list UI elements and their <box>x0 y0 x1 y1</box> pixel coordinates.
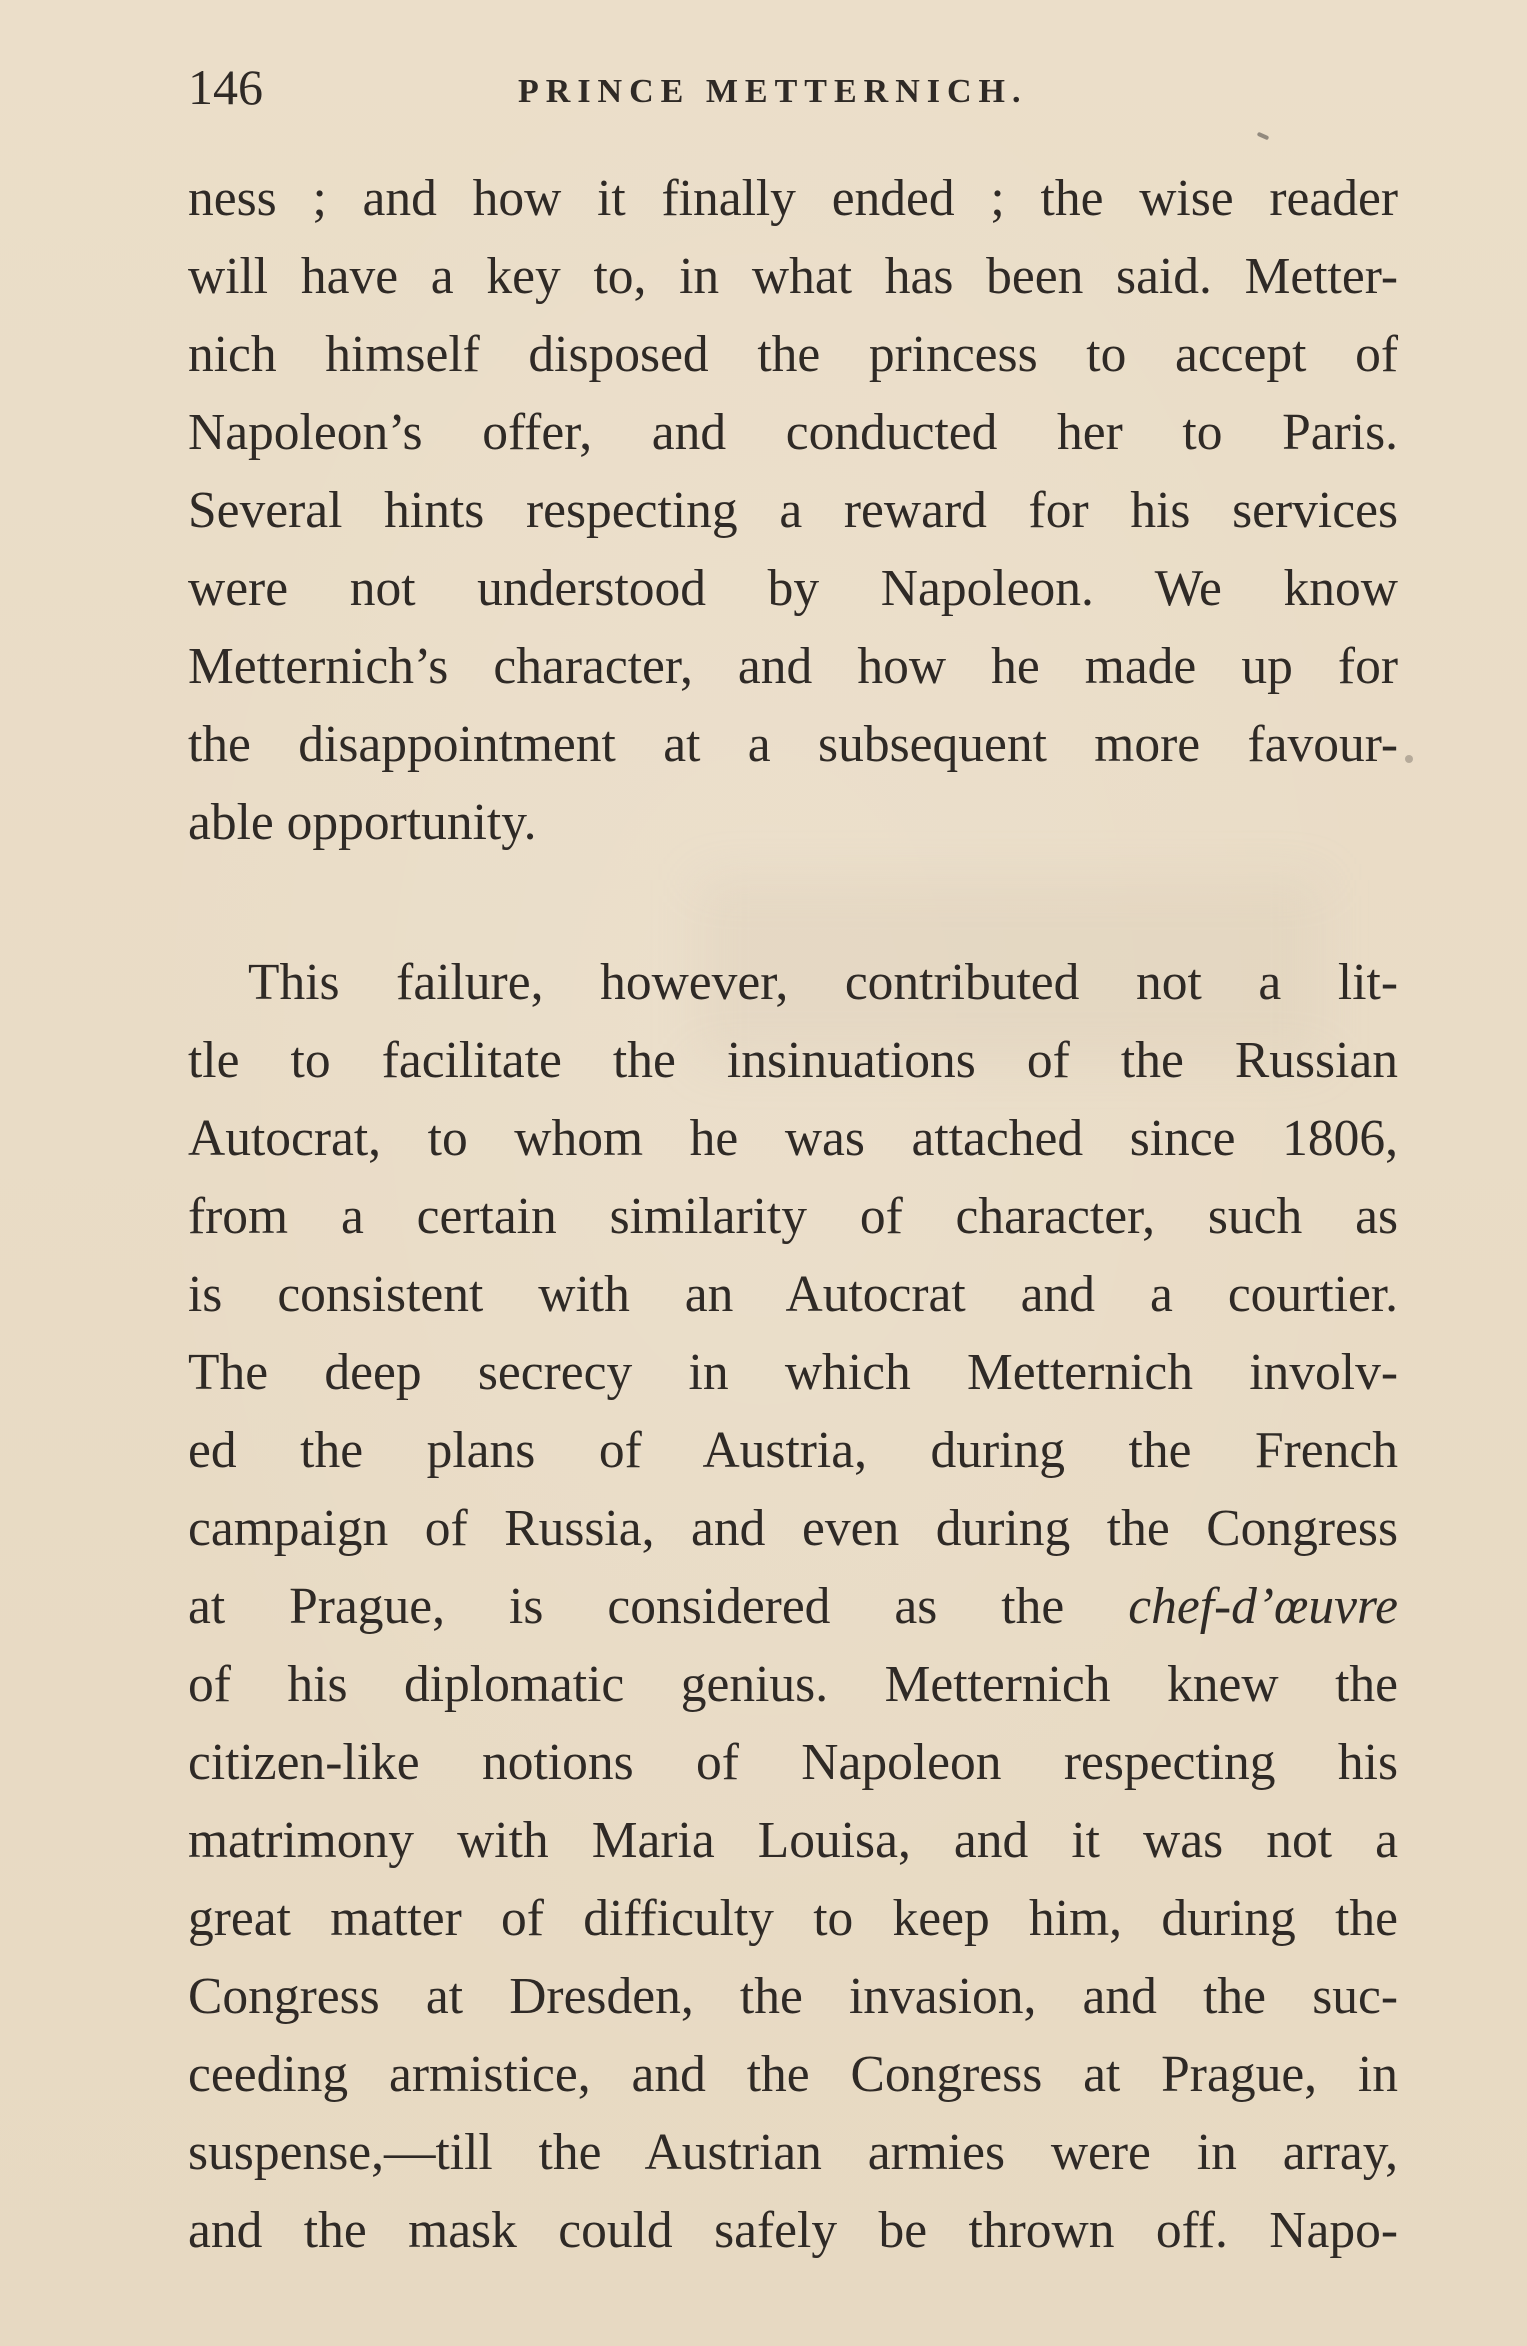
text-line: able opportunity. <box>188 794 537 851</box>
page-header <box>188 52 1398 122</box>
text-line: will have a key to, in what has been said. Metter- <box>188 248 1398 305</box>
text-line: Autocrat, to whom he was attached since 1806, <box>188 1110 1398 1167</box>
text-line: campaign of Russia, and even during the Congress <box>188 1500 1398 1557</box>
text-line: the disappointment at a subsequent more favour- <box>188 716 1398 773</box>
text-line-with-italic <box>188 1568 1398 1646</box>
text-fragment: at Prague, is considered as the <box>188 1578 1065 1635</box>
text-line: of his diplomatic genius. Metternich knew the <box>188 1656 1398 1713</box>
text-line: This failure, however, contributed not a lit- <box>248 954 1398 1011</box>
text-line: great matter of difficulty to keep him, during the <box>188 1890 1398 1947</box>
paper-speck <box>1405 755 1413 763</box>
paragraph-1 <box>188 160 1398 862</box>
text-line: nich himself disposed the princess to accept of <box>188 326 1398 383</box>
text-line: and the mask could safely be thrown off. Napo- <box>188 2202 1398 2259</box>
text-line: Congress at Dresden, the invasion, and the suc- <box>188 1968 1398 2025</box>
text-line: ness ; and how it finally ended ; the wise reader <box>188 170 1398 227</box>
text-line: suspense,—till the Austrian armies were in array, <box>188 2124 1398 2181</box>
running-title: PRINCE METTERNICH. <box>518 73 1028 110</box>
text-line: citizen-like notions of Napoleon respecting his <box>188 1734 1398 1791</box>
text-line: were not understood by Napoleon. We know <box>188 560 1398 617</box>
text-line: The deep secrecy in which Metternich involv- <box>188 1344 1398 1401</box>
text-line: Several hints respecting a reward for his services <box>188 482 1398 539</box>
text-line: ed the plans of Austria, during the French <box>188 1422 1398 1479</box>
text-line: from a certain similarity of character, such as <box>188 1188 1398 1245</box>
italic-phrase: chef-d’œuvre <box>1128 1578 1399 1635</box>
paragraph-2 <box>188 944 1398 2270</box>
text-line: tle to facilitate the insinuations of the Russian <box>188 1032 1398 1089</box>
text-line: ceeding armistice, and the Congress at Prague, in <box>188 2046 1398 2103</box>
text-line: Metternich’s character, and how he made up for <box>188 638 1398 695</box>
text-line: Napoleon’s offer, and conducted her to Paris. <box>188 404 1398 461</box>
text-line: is consistent with an Autocrat and a courtier. <box>188 1266 1398 1323</box>
text-line: matrimony with Maria Louisa, and it was not a <box>188 1812 1398 1869</box>
ink-mark <box>1257 132 1270 141</box>
page-number: 146 <box>188 59 263 115</box>
